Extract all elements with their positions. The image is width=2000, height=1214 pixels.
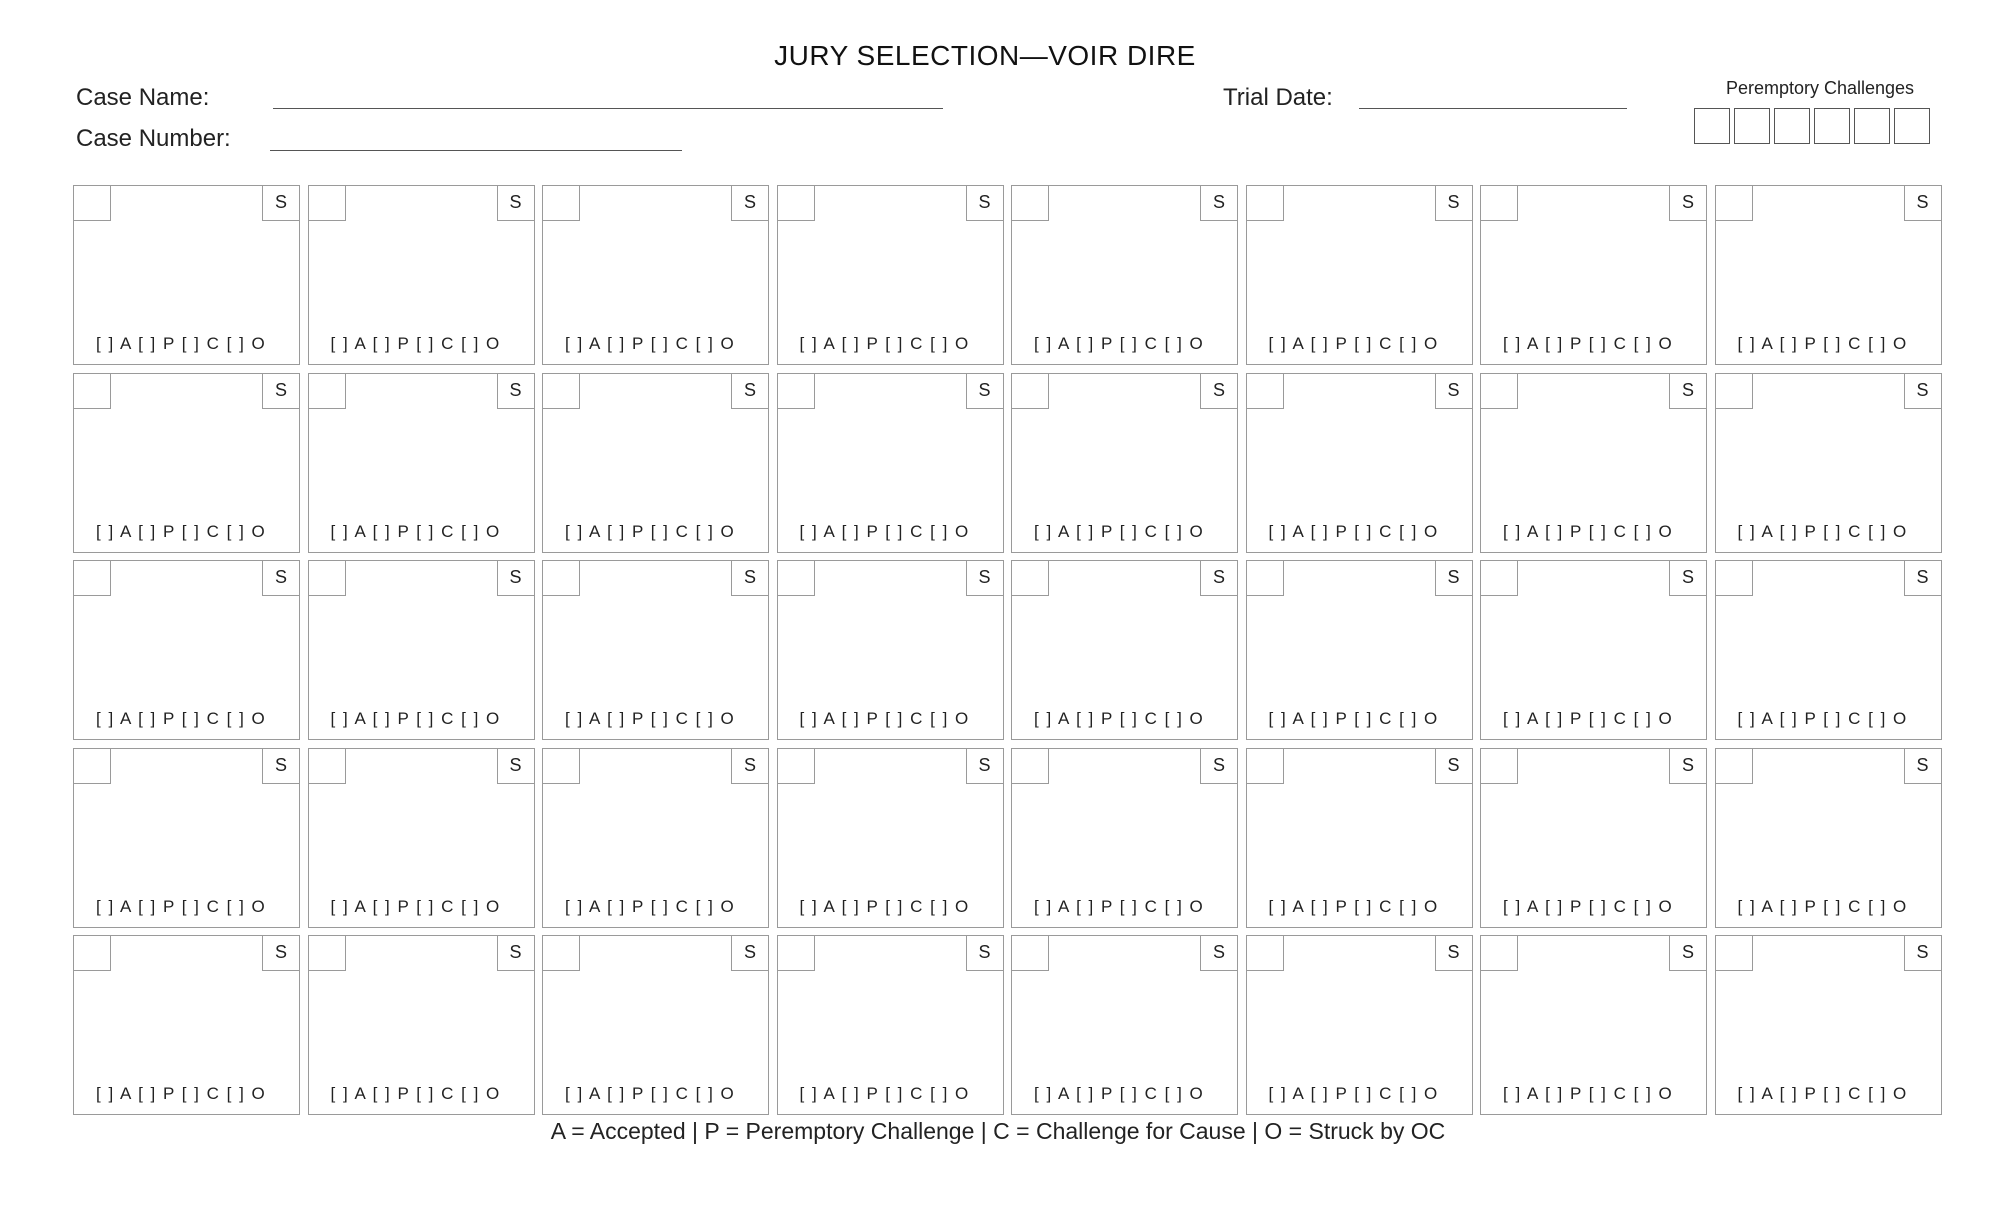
strike-box[interactable]: S [1904, 935, 1942, 971]
juror-card[interactable] [308, 560, 535, 740]
juror-number-box[interactable] [1715, 748, 1753, 784]
juror-card[interactable] [73, 373, 300, 553]
juror-status-options[interactable]: [ ] A [ ] P [ ] C [ ] O [565, 521, 736, 541]
juror-status-options[interactable]: [ ] A [ ] P [ ] C [ ] O [1268, 521, 1439, 541]
juror-card[interactable] [1011, 935, 1238, 1115]
juror-number-box[interactable] [542, 560, 580, 596]
juror-card[interactable] [1246, 935, 1473, 1115]
juror-status-options[interactable]: [ ] A [ ] P [ ] C [ ] O [799, 521, 970, 541]
case-name-label: Case Name: [76, 84, 210, 111]
juror-status-options[interactable]: [ ] A [ ] P [ ] C [ ] O [1034, 709, 1205, 728]
strike-box[interactable]: S [966, 185, 1004, 221]
juror-status-options[interactable]: [ ] A [ ] P [ ] C [ ] O [1737, 334, 1908, 353]
juror-number-box[interactable] [777, 935, 815, 971]
juror-card[interactable] [1246, 373, 1473, 553]
page-title: JURY SELECTION—VOIR DIRE [774, 40, 1196, 71]
juror-card[interactable] [1715, 748, 1942, 928]
peremptory-challenge-box[interactable] [1854, 108, 1890, 144]
juror-status-options[interactable]: [ ] A [ ] P [ ] C [ ] O [1737, 896, 1908, 916]
juror-number-box[interactable] [1011, 560, 1049, 596]
strike-box[interactable]: S [966, 560, 1004, 596]
juror-card[interactable] [777, 748, 1004, 928]
juror-card[interactable] [542, 373, 769, 553]
juror-card[interactable] [1011, 560, 1238, 740]
strike-box[interactable]: S [731, 373, 769, 409]
juror-number-box[interactable] [1480, 935, 1518, 971]
juror-number-box[interactable] [1715, 935, 1753, 971]
juror-number-box[interactable] [308, 748, 346, 784]
juror-status-options[interactable]: [ ] A [ ] P [ ] C [ ] O [96, 521, 267, 541]
juror-card[interactable] [308, 935, 535, 1115]
juror-card[interactable] [1011, 373, 1238, 553]
juror-status-options[interactable]: [ ] A [ ] P [ ] C [ ] O [330, 896, 501, 916]
juror-status-options[interactable]: [ ] A [ ] P [ ] C [ ] O [1268, 334, 1439, 353]
juror-status-options[interactable]: [ ] A [ ] P [ ] C [ ] O [1737, 1084, 1908, 1103]
juror-number-box[interactable] [1246, 373, 1284, 409]
strike-box[interactable]: S [1435, 185, 1473, 221]
strike-box[interactable]: S [497, 935, 535, 971]
juror-status-options[interactable]: [ ] A [ ] P [ ] C [ ] O [330, 709, 501, 728]
juror-status-options[interactable]: [ ] A [ ] P [ ] C [ ] O [1034, 521, 1205, 541]
juror-card[interactable] [1715, 373, 1942, 553]
juror-card[interactable] [777, 935, 1004, 1115]
strike-box[interactable]: S [262, 185, 300, 221]
strike-box[interactable]: S [1200, 748, 1238, 784]
juror-card[interactable] [308, 185, 535, 365]
juror-number-box[interactable] [1480, 185, 1518, 221]
juror-number-box[interactable] [1480, 748, 1518, 784]
strike-box[interactable]: S [1435, 748, 1473, 784]
peremptory-challenge-box[interactable] [1694, 108, 1730, 144]
juror-card[interactable] [1011, 748, 1238, 928]
juror-number-box[interactable] [73, 748, 111, 784]
juror-status-options[interactable]: [ ] A [ ] P [ ] C [ ] O [1737, 709, 1908, 728]
strike-box[interactable]: S [1669, 935, 1707, 971]
strike-box[interactable]: S [731, 185, 769, 221]
juror-status-options[interactable]: [ ] A [ ] P [ ] C [ ] O [1503, 1084, 1674, 1103]
juror-card[interactable] [1246, 185, 1473, 365]
juror-status-options[interactable]: [ ] A [ ] P [ ] C [ ] O [1034, 1084, 1205, 1103]
juror-card[interactable] [1715, 560, 1942, 740]
juror-number-box[interactable] [308, 185, 346, 221]
juror-status-options[interactable]: [ ] A [ ] P [ ] C [ ] O [1268, 709, 1439, 728]
strike-box[interactable]: S [1200, 185, 1238, 221]
juror-card[interactable] [308, 748, 535, 928]
juror-status-options[interactable]: [ ] A [ ] P [ ] C [ ] O [96, 709, 267, 728]
juror-status-options[interactable]: [ ] A [ ] P [ ] C [ ] O [1737, 521, 1908, 541]
juror-status-options[interactable]: [ ] A [ ] P [ ] C [ ] O [1268, 1084, 1439, 1103]
juror-status-options[interactable]: [ ] A [ ] P [ ] C [ ] O [1503, 896, 1674, 916]
strike-box[interactable]: S [966, 373, 1004, 409]
juror-status-options[interactable]: [ ] A [ ] P [ ] C [ ] O [96, 896, 267, 916]
juror-number-box[interactable] [1715, 560, 1753, 596]
juror-card[interactable] [1480, 185, 1707, 365]
juror-status-options[interactable]: [ ] A [ ] P [ ] C [ ] O [330, 1084, 501, 1103]
juror-status-options[interactable]: [ ] A [ ] P [ ] C [ ] O [1034, 334, 1205, 353]
peremptory-challenge-box[interactable] [1894, 108, 1930, 144]
trial-date-label: Trial Date: [1223, 84, 1333, 111]
strike-box[interactable]: S [1435, 560, 1473, 596]
juror-grid [73, 185, 1942, 1115]
juror-number-box[interactable] [308, 560, 346, 596]
juror-number-box[interactable] [1715, 185, 1753, 221]
juror-card[interactable] [777, 373, 1004, 553]
strike-box[interactable]: S [1435, 935, 1473, 971]
juror-number-box[interactable] [542, 748, 580, 784]
strike-box[interactable]: S [1904, 748, 1942, 784]
juror-card[interactable] [1480, 935, 1707, 1115]
juror-status-options[interactable]: [ ] A [ ] P [ ] C [ ] O [1268, 896, 1439, 916]
juror-status-options[interactable]: [ ] A [ ] P [ ] C [ ] O [799, 896, 970, 916]
case-name-field[interactable] [273, 108, 943, 109]
juror-number-box[interactable] [542, 935, 580, 971]
strike-box[interactable]: S [1200, 373, 1238, 409]
strike-box[interactable]: S [731, 935, 769, 971]
juror-number-box[interactable] [777, 748, 815, 784]
legend: A = Accepted | P = Peremptory Challenge | C = Challenge for Cause | O = Struck by OC [550, 1118, 1446, 1144]
juror-number-box[interactable] [542, 185, 580, 221]
juror-number-box[interactable] [73, 373, 111, 409]
juror-status-options[interactable]: [ ] A [ ] P [ ] C [ ] O [565, 334, 736, 353]
strike-box[interactable]: S [497, 185, 535, 221]
strike-box[interactable]: S [966, 935, 1004, 971]
juror-card[interactable] [1480, 748, 1707, 928]
juror-card[interactable] [308, 373, 535, 553]
juror-number-box[interactable] [1246, 185, 1284, 221]
juror-number-box[interactable] [1011, 748, 1049, 784]
juror-card[interactable] [777, 560, 1004, 740]
strike-box[interactable]: S [262, 560, 300, 596]
juror-number-box[interactable] [1246, 935, 1284, 971]
juror-status-options[interactable]: [ ] A [ ] P [ ] C [ ] O [96, 1084, 267, 1103]
strike-box[interactable]: S [1200, 560, 1238, 596]
juror-number-box[interactable] [1011, 185, 1049, 221]
juror-card[interactable] [1480, 560, 1707, 740]
juror-status-options[interactable]: [ ] A [ ] P [ ] C [ ] O [330, 334, 501, 353]
juror-number-box[interactable] [1246, 560, 1284, 596]
juror-status-options[interactable]: [ ] A [ ] P [ ] C [ ] O [799, 334, 970, 353]
juror-card[interactable] [1011, 185, 1238, 365]
juror-card[interactable] [542, 560, 769, 740]
juror-status-options[interactable]: [ ] A [ ] P [ ] C [ ] O [330, 521, 501, 541]
juror-status-options[interactable]: [ ] A [ ] P [ ] C [ ] O [1503, 521, 1674, 541]
juror-card[interactable] [777, 185, 1004, 365]
juror-status-options[interactable]: [ ] A [ ] P [ ] C [ ] O [1503, 709, 1674, 728]
juror-card[interactable] [542, 748, 769, 928]
juror-card[interactable] [73, 560, 300, 740]
juror-card[interactable] [1246, 560, 1473, 740]
juror-status-options[interactable]: [ ] A [ ] P [ ] C [ ] O [799, 709, 970, 728]
peremptory-challenge-box[interactable] [1734, 108, 1770, 144]
peremptory-challenges-label: Peremptory Challenges [1725, 78, 1915, 98]
juror-status-options[interactable]: [ ] A [ ] P [ ] C [ ] O [565, 1084, 736, 1103]
juror-card[interactable] [1715, 935, 1942, 1115]
juror-number-box[interactable] [1715, 373, 1753, 409]
juror-card[interactable] [73, 185, 300, 365]
strike-box[interactable]: S [497, 560, 535, 596]
strike-box[interactable]: S [497, 373, 535, 409]
juror-number-box[interactable] [73, 935, 111, 971]
peremptory-challenge-box[interactable] [1814, 108, 1850, 144]
strike-box[interactable]: S [1669, 185, 1707, 221]
juror-number-box[interactable] [73, 560, 111, 596]
juror-number-box[interactable] [1480, 373, 1518, 409]
juror-card[interactable] [73, 935, 300, 1115]
peremptory-challenge-boxes [1694, 108, 1930, 144]
juror-status-options[interactable]: [ ] A [ ] P [ ] C [ ] O [1503, 334, 1674, 353]
strike-box[interactable]: S [1904, 560, 1942, 596]
juror-number-box[interactable] [308, 373, 346, 409]
trial-date-field[interactable] [1359, 108, 1627, 109]
juror-number-box[interactable] [542, 373, 580, 409]
strike-box[interactable]: S [1904, 373, 1942, 409]
strike-box[interactable]: S [1669, 373, 1707, 409]
juror-number-box[interactable] [777, 185, 815, 221]
strike-box[interactable]: S [262, 935, 300, 971]
strike-box[interactable]: S [262, 373, 300, 409]
juror-card[interactable] [542, 935, 769, 1115]
strike-box[interactable]: S [1435, 373, 1473, 409]
juror-card[interactable] [1480, 373, 1707, 553]
strike-box[interactable]: S [1669, 748, 1707, 784]
strike-box[interactable]: S [262, 748, 300, 784]
peremptory-challenge-box[interactable] [1774, 108, 1810, 144]
juror-status-options[interactable]: [ ] A [ ] P [ ] C [ ] O [565, 709, 736, 728]
juror-number-box[interactable] [1480, 560, 1518, 596]
strike-box[interactable]: S [497, 748, 535, 784]
juror-card[interactable] [542, 185, 769, 365]
juror-number-box[interactable] [1246, 748, 1284, 784]
juror-status-options[interactable]: [ ] A [ ] P [ ] C [ ] O [799, 1084, 970, 1103]
juror-number-box[interactable] [73, 185, 111, 221]
juror-number-box[interactable] [777, 373, 815, 409]
strike-box[interactable]: S [731, 560, 769, 596]
juror-card[interactable] [1246, 748, 1473, 928]
juror-number-box[interactable] [1011, 935, 1049, 971]
juror-card[interactable] [73, 748, 300, 928]
juror-status-options[interactable]: [ ] A [ ] P [ ] C [ ] O [1034, 896, 1205, 916]
juror-card[interactable] [1715, 185, 1942, 365]
juror-number-box[interactable] [777, 560, 815, 596]
juror-status-options[interactable]: [ ] A [ ] P [ ] C [ ] O [96, 334, 267, 353]
strike-box[interactable]: S [1904, 185, 1942, 221]
strike-box[interactable]: S [1200, 935, 1238, 971]
juror-number-box[interactable] [308, 935, 346, 971]
case-number-label: Case Number: [76, 125, 231, 152]
strike-box[interactable]: S [966, 748, 1004, 784]
strike-box[interactable]: S [731, 748, 769, 784]
case-number-field[interactable] [270, 150, 682, 151]
juror-status-options[interactable]: [ ] A [ ] P [ ] C [ ] O [565, 896, 736, 916]
juror-number-box[interactable] [1011, 373, 1049, 409]
strike-box[interactable]: S [1669, 560, 1707, 596]
